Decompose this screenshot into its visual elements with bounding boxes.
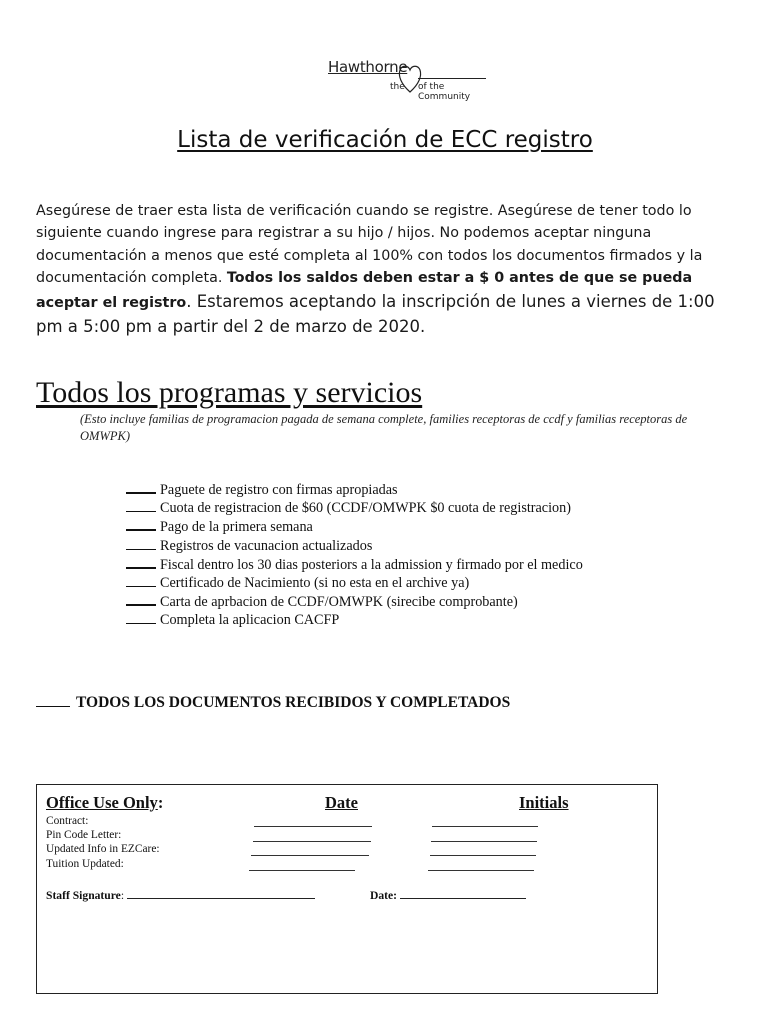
date-field-ezcare[interactable] [251,855,369,856]
office-row-label: Tuition Updated: [46,858,124,870]
date-field-contract[interactable] [254,826,372,827]
check-blank[interactable] [126,499,156,512]
signature-date-label: Date: [370,889,398,902]
checklist-item-label: Certificado de Nacimiento (si no esta en el archive ya) [160,575,470,592]
checklist-item-label: Carta de aprbacion de CCDF/OMWPK (sirecibe comprobante) [160,594,518,611]
logo-tagline-post: of the Community [418,82,471,102]
page-title-text: Lista de verificación de ECC registro [177,127,593,153]
checklist-item [126,574,583,592]
intro-text-1: Asegúrese de traer esta lista de verificación cuando se registre. Asegúrese de tener todo lo siguiente cuando ingrese para registrar a su hijo / hijos. No podemos aceptar ninguna documentación a menos que esté completa al 100% con todos los documentos firmados y la documentación completa. [36,203,703,286]
initials-field-contract[interactable] [432,826,538,827]
all-docs-blank[interactable] [36,694,70,707]
checklist-item-label: Cuota de registracion de $60 (CCDF/OMWPK $0 cuota de registracion) [160,500,571,517]
check-blank[interactable] [126,611,156,624]
checklist-item [126,555,583,574]
checklist-item [126,537,583,555]
initials-field-pin-code[interactable] [431,841,537,842]
staff-signature-field[interactable] [127,888,315,899]
staff-signature-colon: : [120,889,125,902]
checklist-item-label: Registros de vacunacion actualizados [160,537,373,554]
page-title [0,127,770,153]
office-row-label: Updated Info in EZCare: [46,843,160,855]
staff-signature-label: Staff Signature [46,889,121,902]
checklist-item-label: Paguete de registro con firmas apropiadas [160,482,398,498]
checklist-item-label: Pago de la primera semana [160,519,313,536]
office-row-label: Contract: [46,815,89,827]
signature-date-row [370,888,526,902]
staff-signature-row [46,888,315,902]
initials-field-ezcare[interactable] [430,855,536,856]
checklist-item [126,517,583,536]
signature-date-field[interactable] [400,888,526,899]
checklist-item [126,499,583,517]
office-row-label: Pin Code Letter: [46,829,122,841]
date-field-pin-code[interactable] [253,841,371,842]
section-title: Todos los programas y servicios [36,376,423,409]
checklist-item-label: Fiscal dentro los 30 dias posteriors a la admission y firmado por el medico [160,556,583,573]
intro-text-2: . Estaremos aceptando la inscripción de lunes a viernes de 1:00 pm a 5:00 pm a partir del 2 de marzo de 2020. [36,292,715,337]
checklist [126,480,583,630]
office-use-title [46,793,163,813]
initials-field-tuition[interactable] [428,870,534,871]
logo-tagline [390,82,492,102]
all-documents-line [36,694,510,712]
initials-header: Initials [519,793,569,812]
check-blank[interactable] [126,592,156,606]
checklist-item [126,480,583,499]
date-field-tuition[interactable] [249,870,355,871]
logo-name: Hawthorne [328,58,408,76]
intro-bold-text: Todos los saldos deben estar a $ 0 antes de que se pueda aceptar el registro [36,269,693,312]
check-blank[interactable] [126,537,156,550]
all-documents-label: TODOS LOS DOCUMENTOS RECIBIDOS Y COMPLETADOS [76,694,511,711]
date-header: Date [325,793,358,812]
checklist-item [126,592,583,611]
section-note: (Esto incluye familias de programacion pagada de semana complete, families receptoras de ccdf y familias receptoras de OMWPK) [80,412,688,443]
intro-paragraph [36,200,736,340]
checklist-item-label: Completa la aplicacion CACFP [160,612,340,629]
check-blank[interactable] [126,555,156,569]
check-blank[interactable] [126,517,156,531]
office-use-title-text: Office Use Only [46,793,158,812]
check-blank[interactable] [126,574,156,587]
checklist-item [126,611,583,629]
office-use-colon: : [157,793,164,812]
office-use-box [36,784,658,994]
logo-underline [418,78,486,79]
check-blank[interactable] [126,480,156,494]
logo-tagline-pre: the [390,82,405,92]
hawthorne-logo [322,56,492,100]
